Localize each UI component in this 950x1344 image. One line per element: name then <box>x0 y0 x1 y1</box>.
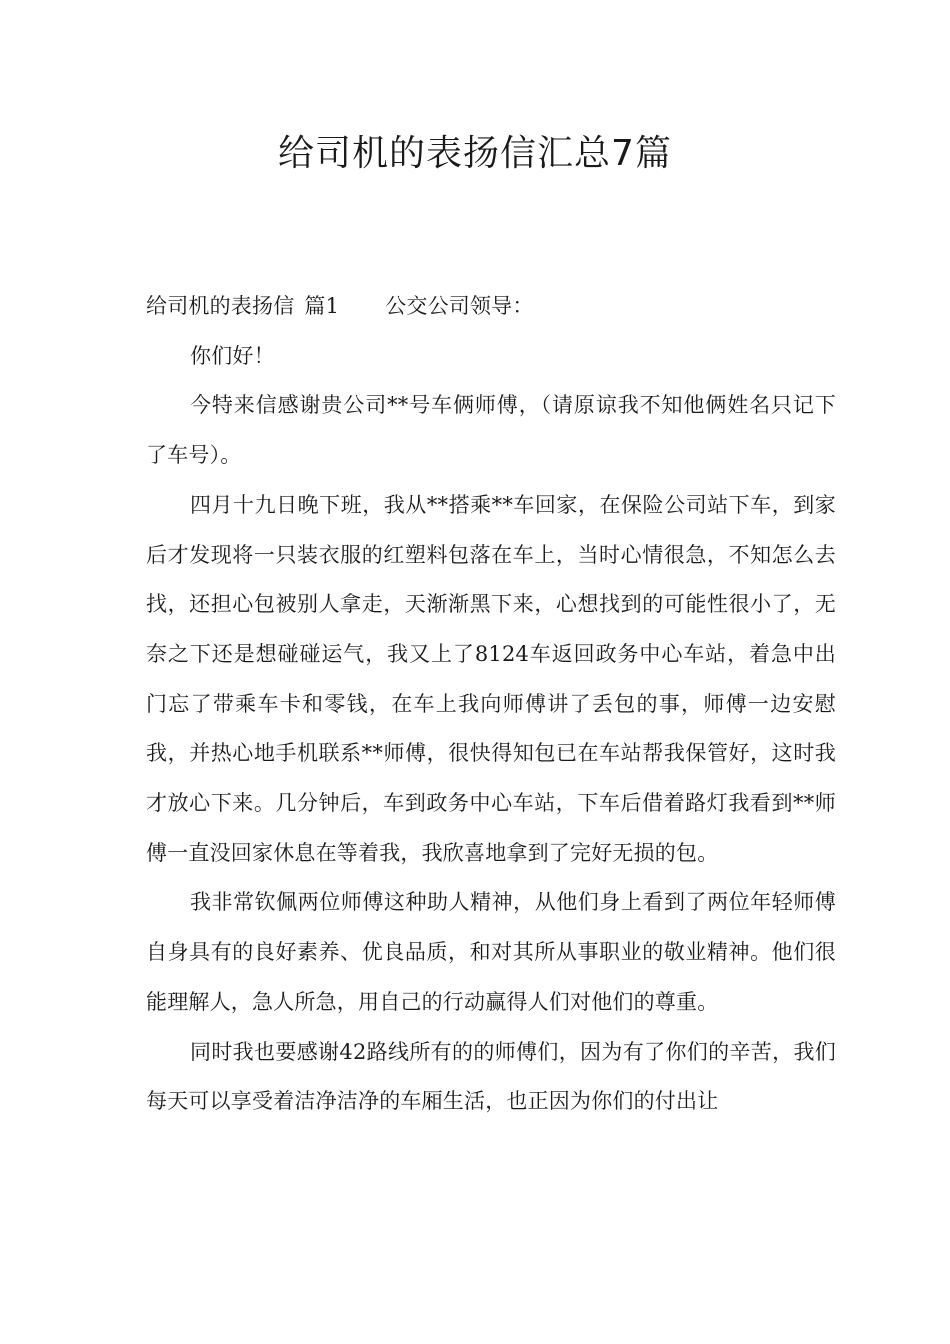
paragraph-gratitude: 同时我也要感谢42路线所有的的师傅们，因为有了你们的辛苦，我们每天可以享受着洁净洁净的车厢生活，也正因为你们的付出让 <box>146 1039 836 1114</box>
letter-heading-number: 篇1 <box>304 294 340 318</box>
letter-heading-label: 给司机的表扬信 <box>146 294 295 318</box>
paragraph-greeting: 你们好！ <box>190 343 275 368</box>
document-title: 给司机的表扬信汇总7篇 <box>278 133 672 174</box>
paragraph-story: 四月十九日晚下班，我从**搭乘**车回家，在保险公司站下车，到家后才发现将一只装衣服的红塑料包落在车上，当时心情很急，不知怎么去找，还担心包被别人拿走，天渐渐黑下来，心想找到的可能性很小了，无奈之下还是想碰碰运气，我又上了8124车返回政务中心车站，着急中出门忘了带乘车卡和零钱，在车上我向师傅讲了丢包的事，师傅一边安慰我，并热心地手机联系**师傅，很快得知包已在车站帮我保管好，这时我才放心下来。几分钟后，车到政务中心车站，下车后借着路灯我看到**师傅一直没回家休息在等着我，我欣喜地拿到了完好无损的包。 <box>146 492 836 865</box>
letter-salutation: 公交公司领导： <box>385 294 534 318</box>
paragraph-thanks: 今特来信感谢贵公司**号车俩师傅，（请原谅我不知他俩姓名只记下了车号）。 <box>146 393 836 468</box>
letter-body <box>146 282 836 1127</box>
letter-heading-line <box>146 282 836 332</box>
paragraph-praise: 我非常钦佩两位师傅这种助人精神，从他们身上看到了两位年轻师傅自身具有的良好素养、优良品质，和对其所从事职业的敬业精神。他们很能理解人，急人所急，用自己的行动赢得人们对他们的尊重。 <box>146 890 836 1014</box>
